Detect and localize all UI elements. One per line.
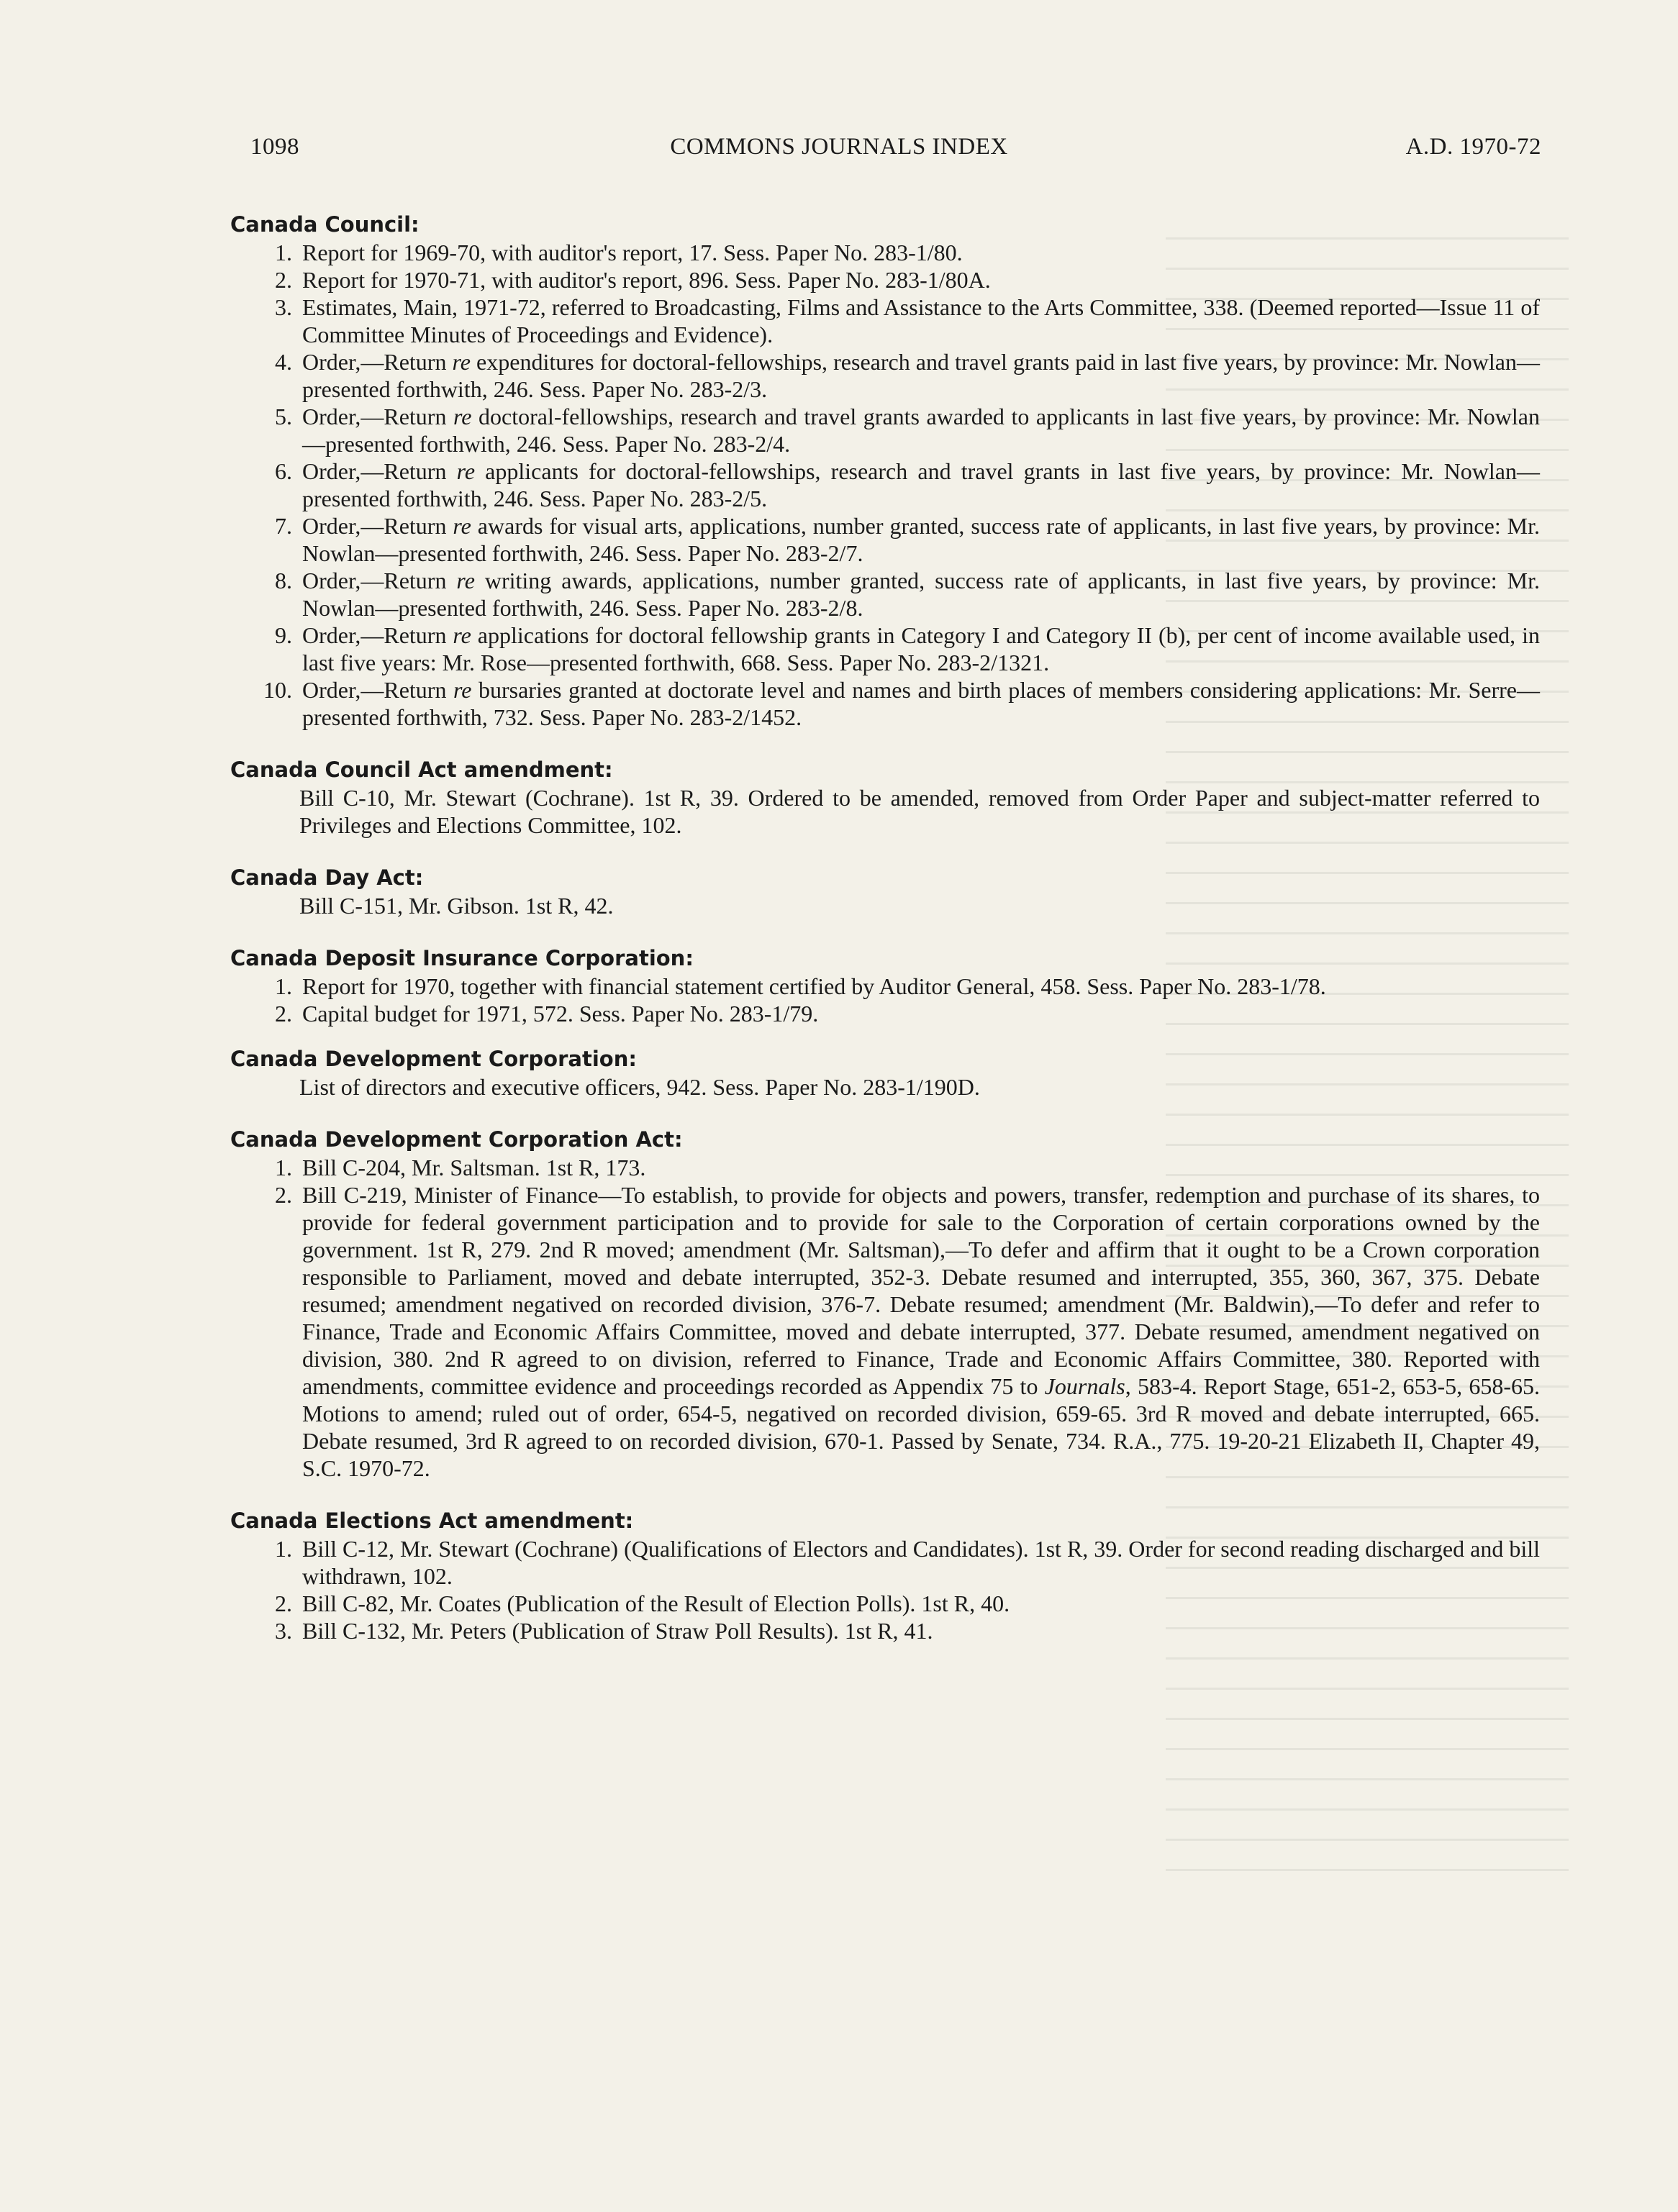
entry-number: 1. [275, 240, 292, 265]
index-entry [230, 1154, 1540, 1181]
entry-number: 5. [275, 404, 292, 429]
entry-text: Bill C-82, Mr. Coates (Publication of the Result of Election Polls). 1st R, 40. [302, 1590, 1010, 1616]
index-entry [230, 973, 1540, 1000]
section-heading: Canada Council Act amendment: [230, 757, 613, 782]
index-section [230, 1508, 1540, 1644]
index-section [230, 945, 1540, 1027]
entry-number: 4. [275, 349, 292, 375]
entry-number: 7. [275, 513, 292, 539]
entry-text: Report for 1970, together with financial statement certified by Auditor General, 458. Sess. Paper No. 283-1/78. [302, 973, 1326, 999]
entry-text: Report for 1970-71, with auditor's report, 896. Sess. Paper No. 283-1/80A. [302, 267, 991, 293]
entry-number: 1. [275, 973, 292, 999]
entry-number: 2. [275, 1182, 292, 1208]
index-entry [230, 1590, 1540, 1617]
index-section [230, 211, 1540, 731]
entry-text: Estimates, Main, 1971-72, referred to Broadcasting, Films and Assistance to the Arts Committee, 338. (Deemed reported—Issue 11 of Committee Minutes of Proceedings and Evidence). [302, 294, 1540, 347]
entry-text: Bill C-132, Mr. Peters (Publication of Straw Poll Results). 1st R, 41. [302, 1618, 933, 1644]
entry-number: 1. [275, 1536, 292, 1562]
entry-number: 10. [263, 677, 292, 703]
index-entry [230, 567, 1540, 622]
entry-number: 3. [275, 1618, 292, 1644]
index-entry [230, 403, 1540, 458]
entry-text: Bill C-12, Mr. Stewart (Cochrane) (Qualifications of Electors and Candidates). 1st R, 39. Order for second reading discharged and bill withdrawn, 102. [302, 1536, 1540, 1589]
index-entry [230, 1000, 1540, 1027]
section-heading: Canada Development Corporation Act: [230, 1127, 683, 1152]
entry-text: Order,—Return re awards for visual arts, applications, number granted, success rate of applicants, in last five years, by province: Mr. Nowlan—presented forthwith, 246. Sess. Paper No. 283-2/7. [302, 513, 1541, 566]
page-number: 1098 [250, 134, 299, 160]
section-heading: Canada Elections Act amendment: [230, 1508, 634, 1533]
index-section [230, 757, 1540, 839]
entry-text: Bill C-219, Minister of Finance—To establish, to provide for objects and powers, transfer, redemption and purchase of its shares, to provide for federal government participation and to provide for sale to the Corporation of certain corporations owned by the government. 1st R, 279. 2nd R moved; amendment (Mr. Saltsman),—To defer and affirm that it ought to be a Crown corporation responsible to Parliament, moved and debate interrupted, 352-3. Debate resumed and interrupted, 355, 360, 367, 375. Debate resumed; amendment negatived on recorded division, 376-7. Debate resumed; amendment (Mr. Baldwin),—To defer and refer to Finance, Trade and Economic Affairs Committee, moved and debate interrupted, 377. Debate resumed, amendment negatived on division, 380. 2nd R agreed to on division, referred to Finance, Trade and Economic Affairs Committee, 380. Reported with amendments, committee evidence and proceedings recorded as Appendix 75 to Journals, 583-4. Report Stage, 651-2, 653-5, 658-65. Motions to amend; ruled out of order, 654-5, negatived on recorded division, 659-65. 3rd R moved and debate interrupted, 665. Debate resumed, 3rd R agreed to on recorded division, 670-1. Passed by Senate, 734. R.A., 775. 19-20-21 Elizabeth II, Chapter 49, S.C. 1970-72. [302, 1182, 1541, 1481]
entry-text: Order,—Return re applicants for doctoral-fellowships, research and travel grants in last five years, by province: Mr. Nowlan—presented forthwith, 246. Sess. Paper No. 283-2/5. [302, 458, 1541, 511]
index-entry [230, 458, 1540, 512]
entry-number: 3. [275, 294, 292, 320]
entry-text: Bill C-204, Mr. Saltsman. 1st R, 173. [302, 1155, 646, 1180]
entry-text: Order,—Return re bursaries granted at doctorate level and names and birth places of members considering applications: Mr. Serre—presented forthwith, 732. Sess. Paper No. 283-2/1452. [302, 677, 1541, 730]
entry-number: 2. [275, 267, 292, 293]
entry-number: 9. [275, 622, 292, 648]
index-entry [230, 1535, 1540, 1590]
section-heading: Canada Council: [230, 212, 420, 237]
entry-text: Bill C-10, Mr. Stewart (Cochrane). 1st R, 39. Ordered to be amended, removed from Order Paper and subject-matter referred to Privileges and Elections Committee, 102. [299, 785, 1540, 838]
section-heading: Canada Development Corporation: [230, 1047, 637, 1071]
entry-text: Order,—Return re writing awards, applications, number granted, success rate of applicants, in last five years, by province: Mr. Nowlan—presented forthwith, 246. Sess. Paper No. 283-2/8. [302, 568, 1541, 621]
index-entry [230, 348, 1540, 403]
index-entry [230, 239, 1540, 266]
entry-text: Report for 1969-70, with auditor's report, 17. Sess. Paper No. 283-1/80. [302, 240, 963, 265]
entry-text: List of directors and executive officers, 942. Sess. Paper No. 283-1/190D. [299, 1074, 980, 1100]
entry-text: Order,—Return re expenditures for doctoral-fellowships, research and travel grants paid in last five years, by province: Mr. Nowlan—presented forthwith, 246. Sess. Paper No. 283-2/3. [302, 349, 1541, 402]
index-section [230, 1127, 1540, 1482]
index-body [230, 211, 1540, 1670]
running-title: COMMONS JOURNALS INDEX [670, 134, 1008, 160]
entry-number: 1. [275, 1155, 292, 1180]
entry-number: 8. [275, 568, 292, 593]
index-section [230, 1046, 1540, 1101]
period-label: A.D. 1970-72 [1405, 134, 1541, 160]
entry-number: 6. [275, 458, 292, 484]
entry-text: Order,—Return re doctoral-fellowships, research and travel grants awarded to applicants in last five years, by province: Mr. Nowlan—presented forthwith, 246. Sess. Paper No. 283-2/4. [302, 404, 1541, 457]
section-heading: Canada Day Act: [230, 865, 424, 890]
index-entry [230, 622, 1540, 676]
index-entry [230, 1181, 1540, 1482]
entry-number: 2. [275, 1001, 292, 1027]
entry-number: 2. [275, 1590, 292, 1616]
entry-text: Bill C-151, Mr. Gibson. 1st R, 42. [299, 893, 614, 919]
index-entry [230, 266, 1540, 293]
entry-text: Order,—Return re applications for doctoral fellowship grants in Category I and Category II (b), per cent of income available used, in last five years: Mr. Rose—presented forthwith, 668. Sess. Paper No. 283-2/1321. [302, 622, 1541, 675]
index-entry [230, 1617, 1540, 1644]
index-entry [230, 293, 1540, 348]
index-entry [230, 512, 1540, 567]
index-section [230, 865, 1540, 919]
entry-text: Capital budget for 1971, 572. Sess. Paper No. 283-1/79. [302, 1001, 819, 1027]
section-heading: Canada Deposit Insurance Corporation: [230, 946, 694, 970]
index-entry [230, 676, 1540, 731]
